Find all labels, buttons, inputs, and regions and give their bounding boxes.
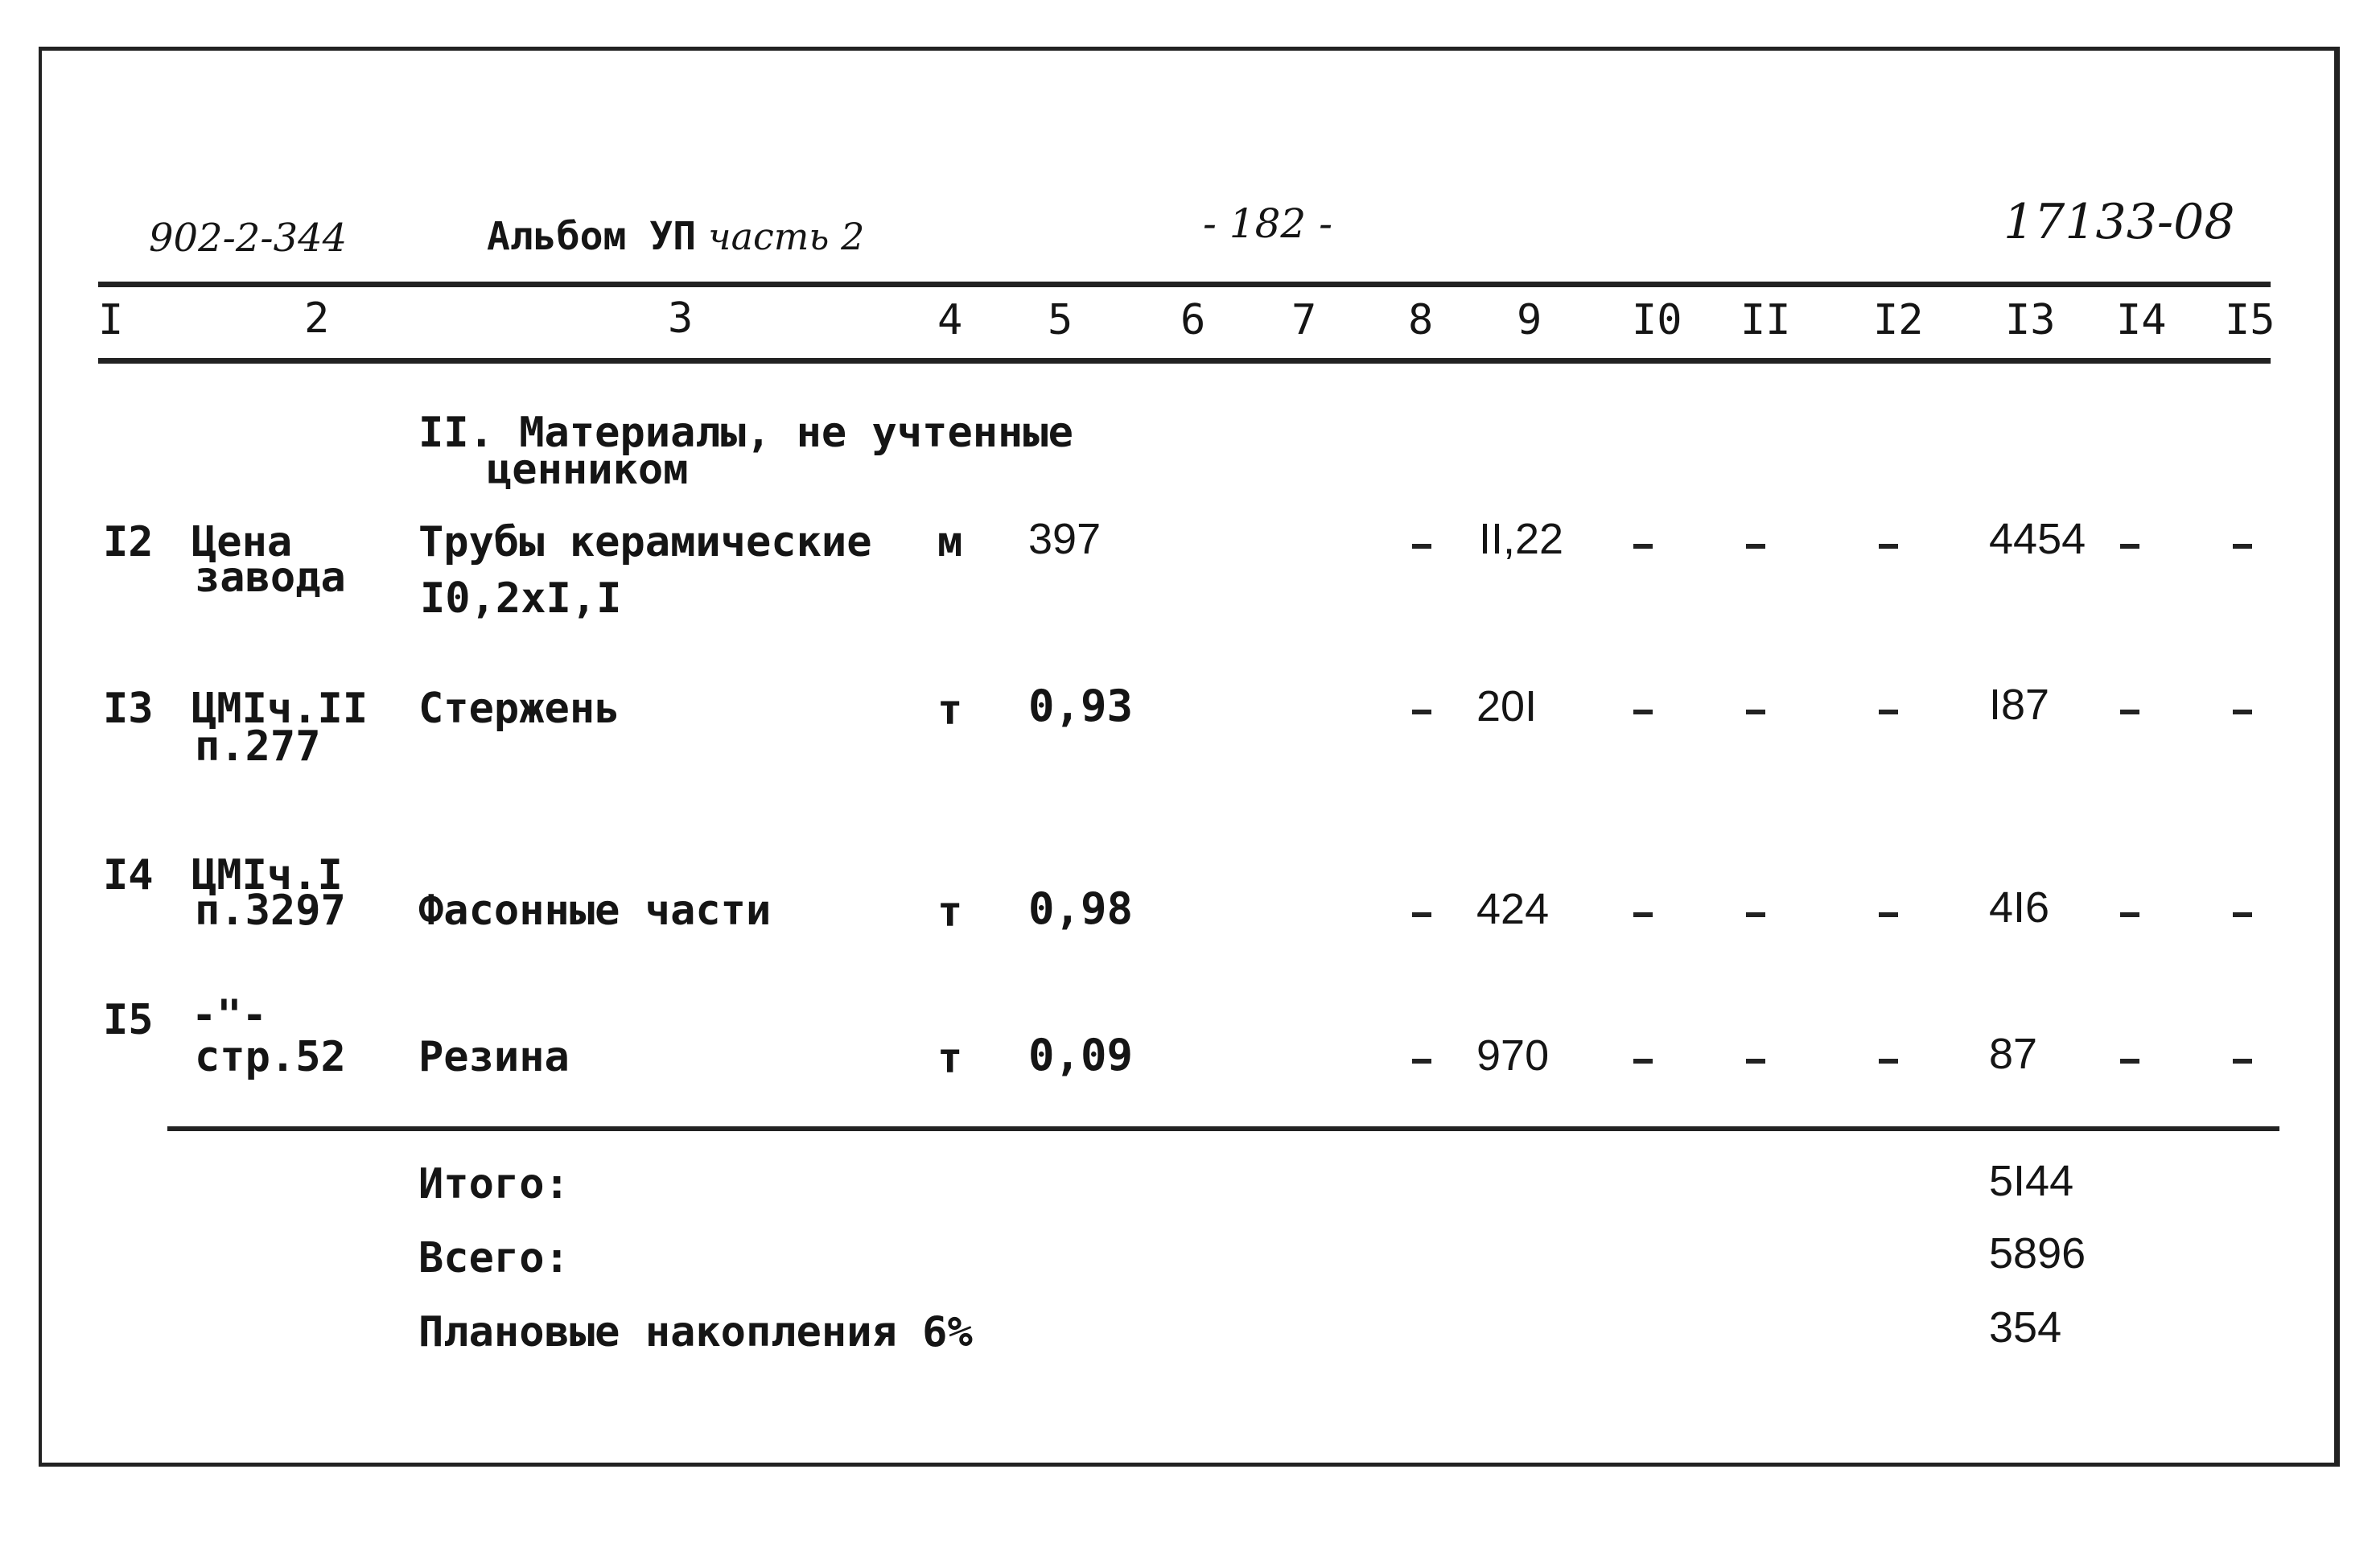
row-source-line2: п.3297: [195, 887, 346, 935]
row-number: I5: [103, 996, 154, 1044]
dash: [1746, 1059, 1765, 1064]
row-source-line1: -"-: [191, 991, 267, 1039]
header-top-rule: [98, 282, 2271, 287]
dash: [1879, 710, 1898, 714]
row-quantity: 0,93: [1028, 681, 1134, 731]
row-name-line1: Фасонные части: [418, 887, 772, 935]
col-header-6: 6: [1180, 296, 1206, 344]
dash: [2233, 912, 2252, 917]
row-number: I3: [103, 685, 154, 733]
col-header-7: 7: [1291, 296, 1317, 344]
dash: [1633, 710, 1653, 714]
row-price: II,22: [1479, 515, 1564, 563]
row-quantity: 397: [1028, 515, 1102, 563]
col-header-8: 8: [1408, 296, 1434, 344]
row-source-line1: ЦМIч.I: [191, 851, 343, 899]
row-total: 87: [1989, 1030, 2038, 1078]
row-unit: т: [937, 686, 963, 735]
col-header-15: I5: [2225, 296, 2275, 344]
album-part: часть 2: [708, 215, 865, 258]
dash: [2233, 544, 2252, 549]
row-price: 970: [1476, 1031, 1550, 1080]
dash: [1412, 1059, 1431, 1064]
document-code: 17133-08: [2003, 194, 2235, 250]
header-bottom-rule: [98, 358, 2271, 364]
dash: [1633, 1059, 1653, 1064]
totals-rule: [167, 1126, 2279, 1131]
dash: [2233, 710, 2252, 714]
album-label: Альбом УП: [487, 214, 697, 259]
col-header-11: II: [1740, 296, 1791, 344]
row-unit: т: [937, 888, 963, 936]
row-quantity: 0,98: [1028, 883, 1134, 934]
total-label: Итого:: [418, 1160, 570, 1208]
col-header-9: 9: [1517, 296, 1542, 344]
dash: [1412, 544, 1431, 549]
row-number: I2: [103, 518, 154, 566]
row-price: 424: [1476, 885, 1550, 933]
dash: [1746, 912, 1765, 917]
row-source-line2: завода: [195, 554, 346, 602]
planned-savings-value: 354: [1989, 1303, 2062, 1352]
col-header-1: I: [98, 296, 124, 344]
row-source-line1: Цена: [191, 518, 293, 566]
dash: [1633, 912, 1653, 917]
dash: [2233, 1059, 2252, 1064]
row-name-line1: Трубы керамические: [418, 518, 872, 566]
col-header-10: I0: [1632, 296, 1682, 344]
row-source-line1: ЦМIч.II: [191, 685, 369, 733]
row-name-line2: I0,2xI,I: [420, 574, 622, 623]
row-name-line1: Резина: [418, 1033, 570, 1081]
row-name-line1: Стержень: [418, 685, 620, 733]
dash: [2120, 710, 2139, 714]
row-number: I4: [103, 851, 154, 899]
dash: [2120, 1059, 2139, 1064]
row-source-line2: стр.52: [195, 1033, 346, 1081]
col-header-13: I3: [2005, 296, 2056, 344]
row-total: 4454: [1989, 515, 2086, 563]
grand-total-label: Всего:: [418, 1234, 570, 1282]
col-header-5: 5: [1048, 296, 1073, 344]
row-source-line2: п.277: [195, 722, 321, 771]
row-quantity: 0,09: [1028, 1030, 1134, 1080]
dash: [1879, 1059, 1898, 1064]
col-header-12: I2: [1873, 296, 1924, 344]
row-price: 20I: [1476, 682, 1538, 730]
dash: [1412, 912, 1431, 917]
dash: [1633, 544, 1653, 549]
section-title-line2: ценником: [487, 446, 689, 494]
col-header-3: 3: [668, 294, 694, 343]
dash: [1879, 912, 1898, 917]
grand-total-value: 5896: [1989, 1229, 2086, 1278]
planned-savings-label: Плановые накопления 6%: [418, 1308, 973, 1356]
row-total: 4I6: [1989, 883, 2050, 932]
dash: [1746, 544, 1765, 549]
dash: [1879, 544, 1898, 549]
row-unit: м: [937, 518, 963, 566]
row-unit: т: [937, 1035, 963, 1083]
dash: [2120, 912, 2139, 917]
dash: [1412, 710, 1431, 714]
col-header-14: I4: [2116, 296, 2167, 344]
doc-code: 902-2-344: [149, 216, 348, 261]
col-header-2: 2: [304, 294, 330, 343]
dash: [1746, 710, 1765, 714]
section-title-line1: II. Материалы, не учтенные: [418, 409, 1073, 457]
col-header-4: 4: [937, 296, 963, 344]
row-total: I87: [1989, 681, 2050, 729]
dash: [2120, 544, 2139, 549]
page-number: - 182 -: [1203, 200, 1333, 247]
total-value: 5I44: [1989, 1157, 2074, 1205]
